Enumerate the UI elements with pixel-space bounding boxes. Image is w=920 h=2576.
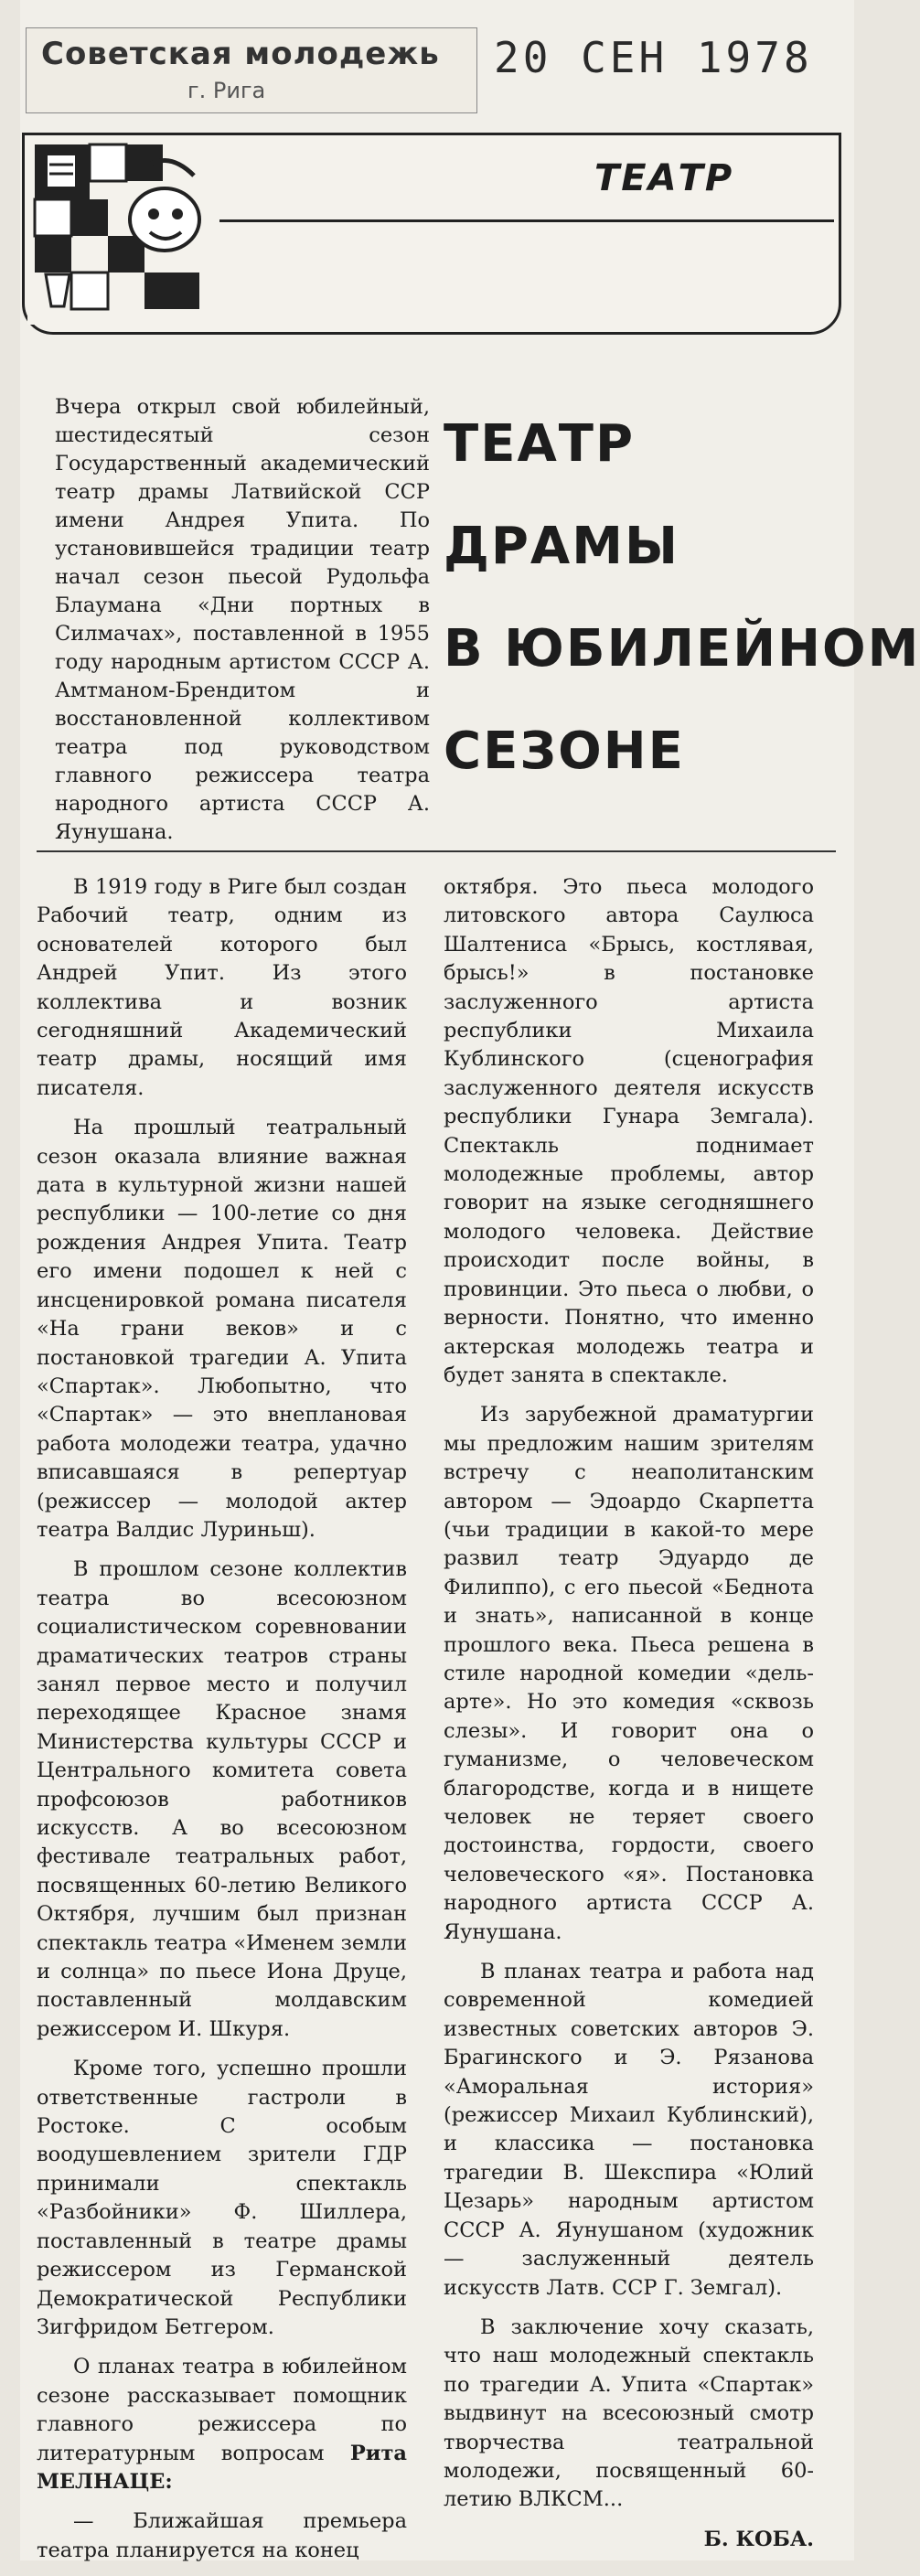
headline-line: ДРАМЫ [444, 517, 680, 576]
author-signature: Б. КОБА. [703, 2527, 814, 2551]
paragraph-text: О планах театра в юбилейном сезоне рассказывает помощник главного режиссера по литературным вопросам [37, 2355, 407, 2465]
article-paragraph: октября. Это пьеса молодого литовского автора Саулюса Шалтениса «Брысь, костлявая, брысь!» в постановке заслуженного артиста республики Михаила Кублинского (сценография заслуженного деятеля искусств республики Гунара Земгала). Спектакль поднимает молодежные проблемы, автор говорит на языке сегодняшнего молодого человека. Действие происходит после войны, в провинции. Это пьеса о любви, о верности. Понятно, что именно актерская молодежь театра и будет занята в спектакле. [444, 875, 814, 1387]
theatre-logo-icon [27, 137, 215, 325]
article-column-left [37, 873, 407, 2576]
date-stamp: 20 СЕН 1978 [494, 33, 813, 82]
article-column-right [444, 873, 814, 2554]
rubric-divider [219, 219, 834, 222]
article-paragraph: На прошлый театральный сезон оказала влияние важная дата в культурной жизни нашей республики — 100-летие со дня рождения Андрея Упита. Театр его имени подошел к ней с инсценировкой романа писателя «На грани веков» и с постановкой трагедии А. Упита «Спартак». Любопытно, что «Спартак» — это внеплановая работа молодежи театра, удачно вписавшаяся в репертуар (режиссер — молодой актер театра Валдис Луриньш). [37, 1116, 407, 1542]
newspaper-name: Советская молодежь [41, 36, 440, 72]
headline-line: ТЕАТР [444, 414, 636, 474]
article-headline [444, 393, 920, 803]
headline-line: СЕЗОНЕ [444, 721, 685, 781]
section-divider [37, 850, 836, 852]
article-paragraph: Из зарубежной драматургии мы предложим нашим зрителям встречу с неаполитанским автором — Эдоардо Скарпетта (чьи традиции в какой-то мере развил театр Эдуардо де Филиппо), с его пьесой «Беднота и знать», написанной в конце прошлого века. Пьеса решена в стиле народной комедии «дель-арте». Но это комедия «сквозь слезы». И говорит она о гуманизме, о человеческом благородстве, когда и в нищете человек не теряет своего достоинства, гордости, своего человеческого «я». Постановка народного артиста СССР А. Яунушана. [444, 1403, 814, 1944]
article-paragraph: В 1919 году в Риге был создан Рабочий театр, одним из основателей которого был Андрей Упит. Из этого коллектива и возник сегодняшний Академический театр драмы, носящий имя писателя. [37, 875, 407, 1100]
article-paragraph [37, 2353, 407, 2496]
newspaper-city: г. Рига [187, 78, 266, 103]
lead-paragraph: Вчера открыл свой юбилейный, шестидесятый сезон Государственный академический театр драмы Латвийской ССР имени Андрея Упита. По установившейся традиции театр начал сезон пьесой Рудольфа Блаумана «Дни портных в Силмачах», поставленной в 1955 году народным артистом СССР А. Амтманом-Брендитом и восстановленной коллективом театра под руководством главного режиссера театра народного артиста СССР А. Яунушана. [55, 395, 430, 844]
article-paragraph: В прошлом сезоне коллектив театра во всесоюзном социалистическом соревновании драматических театров страны занял первое место и получил переходящее Красное знамя Министерства культуры СССР и Центрального комитета совета профсоюзов работников искусств. А во всесоюзном фестивале театральных работ, посвященных 60-летию Великого Октября, лучшим был признан спектакль театра «Именем земли и солнца» по пьесе Иона Друце, поставленный молдавским режиссером И. Шкуря. [37, 1557, 407, 2041]
article-paragraph: Кроме того, успешно прошли ответственные гастроли в Ростоке. С особым воодушевлением зрители ГДР принимали спектакль «Разбойники» Ф. Шиллера, поставленный в театре драмы режиссером из Германской Демократической Республики Зигфридом Бетгером. [37, 2057, 407, 2339]
headline-line: В ЮБИЛЕЙНОМ [444, 619, 920, 679]
rubric-title: ТЕАТР [594, 157, 734, 199]
article-paragraph: В планах театра и работа над современной комедией известных советских авторов Э. Брагинского и Э. Рязанова «Аморальная история» (режиссер Михаил Кублинский), и классика — постановка трагедии В. Шекспира «Юлий Цезарь» народным артистом СССР А. Яунушаном (художник — заслуженный деятель искусств Латв. ССР Г. Земгал). [444, 1960, 814, 2300]
article-paragraph: — Ближайшая премьера театра планируется на конец [37, 2509, 407, 2562]
interviewee-name: Рита МЕЛНАЦЕ: [37, 2441, 407, 2494]
article-paragraph: В заключение хочу сказать, что наш молодежный спектакль по трагедии А. Упита «Спартак» выдвинут на всесоюзный смотр творчества театральной молодежи, посвященный 60-летию ВЛКСМ... [444, 2314, 814, 2512]
newspaper-stamp [26, 27, 477, 113]
